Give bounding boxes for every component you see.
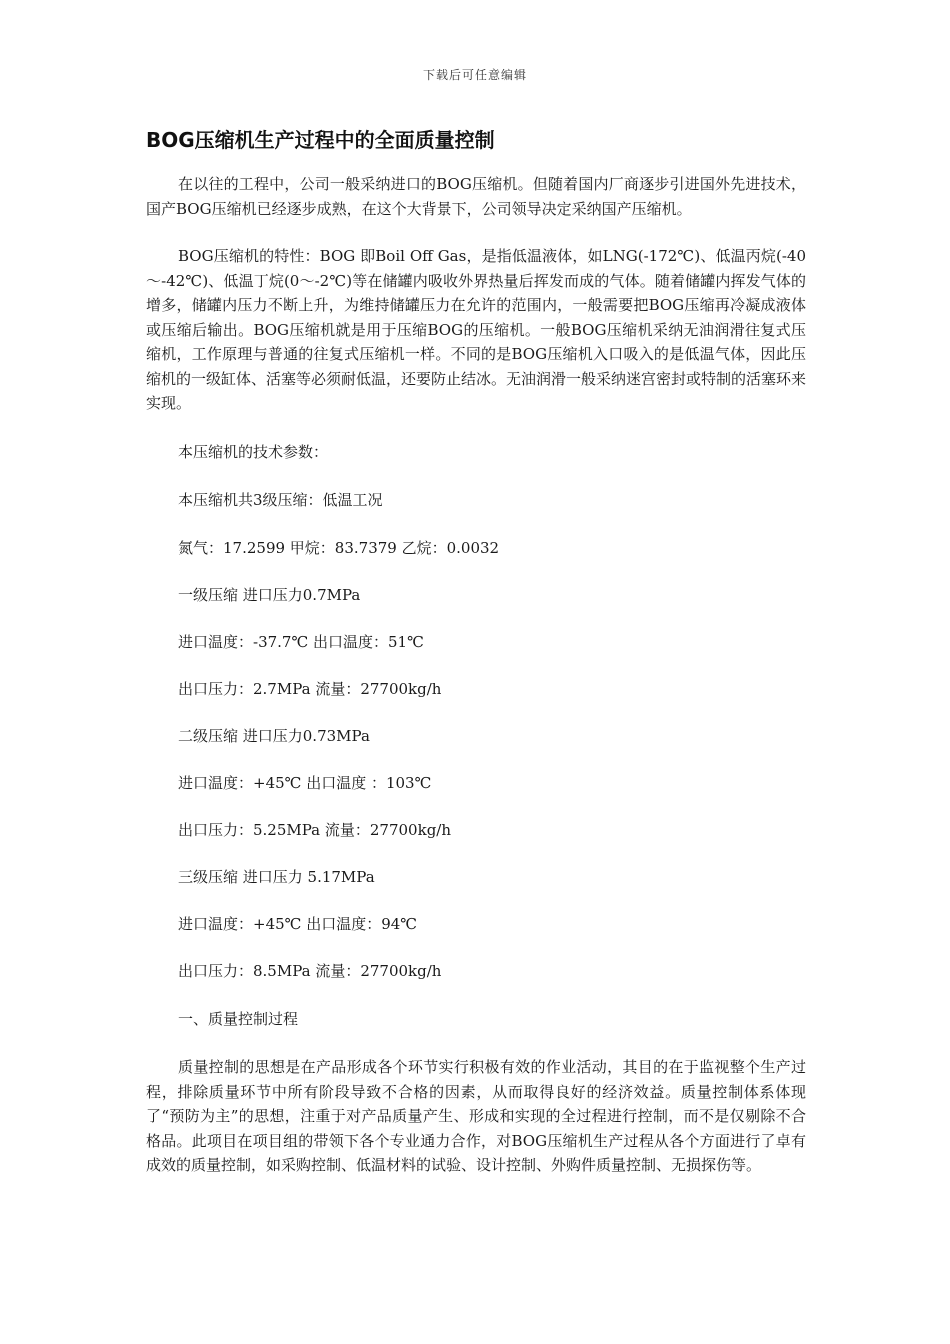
- document-title: BOG压缩机生产过程中的全面质量控制: [146, 128, 495, 152]
- paragraph-stage1-inlet-pressure: 一级压缩 进口压力0.7MPa: [178, 586, 361, 604]
- paragraph-stage1-temperature: 进口温度：-37.7℃ 出口温度：51℃: [178, 633, 424, 651]
- section-heading-quality-control: 一、质量控制过程: [178, 1010, 299, 1028]
- paragraph-gas-composition: 氮气：17.2599 甲烷：83.7379 乙烷：0.0032: [178, 539, 500, 557]
- paragraph-stage2-inlet-pressure: 二级压缩 进口压力0.73MPa: [178, 727, 370, 745]
- paragraph-tech-params-heading: 本压缩机的技术参数：: [178, 443, 329, 461]
- paragraph-stage3-outlet: 出口压力：8.5MPa 流量：27700kg/h: [178, 962, 442, 980]
- paragraph-stage2-temperature: 进口温度：+45℃ 出口温度 ：103℃: [178, 774, 432, 792]
- paragraph-stage2-outlet: 出口压力：5.25MPa 流量：27700kg/h: [178, 821, 452, 839]
- paragraph-compression-stages: 本压缩机共3级压缩：低温工况: [178, 491, 383, 509]
- paragraph-intro: 在以往的工程中，公司一般采纳进口的BOG压缩机。但随着国内厂商逐步引进国外先进技术，国产BOG压缩机已经逐步成熟，在这个大背景下，公司领导决定采纳国产压缩机。: [146, 175, 806, 218]
- header-note: 下载后可任意编辑: [422, 68, 527, 82]
- paragraph-stage1-outlet: 出口压力：2.7MPa 流量：27700kg/h: [178, 680, 442, 698]
- paragraph-quality-control: 质量控制的思想是在产品形成各个环节实行积极有效的作业活动，其目的在于监视整个生产过程，排除质量环节中所有阶段导致不合格的因素，从而取得良好的经济效益。质量控制体系体现了“预防为主”的思想，注重于对产品质量产生、形成和实现的全过程进行控制，而不是仅剔除不合格品。此项目在项目组的带领下各个专业通力合作，对BOG压缩机生产过程从各个方面进行了卓有成效的质量控制，如采购控制、低温材料的试验、设计控制、外购件质量控制、无损探伤等。: [146, 1058, 806, 1174]
- paragraph-stage3-temperature: 进口温度：+45℃ 出口温度：94℃: [178, 915, 418, 933]
- paragraph-bog-characteristics: BOG压缩机的特性：BOG 即Boil Off Gas，是指低温液体，如LNG(-172℃)、低温丙烷(-40～-42℃)、低温丁烷(0～-2℃)等在储罐内吸收外界热量后挥发而成的气体。随着储罐内挥发气体的增多，储罐内压力不断上升，为维持储罐压力在允许的范围内，一般需要把BOG压缩再冷凝成液体或压缩后输出。BOG压缩机就是用于压缩BOG的压缩机。一般BOG压缩机采纳无油润滑往复式压缩机，工作原理与普通的往复式压缩机一样。不同的是BOG压缩机入口吸入的是低温气体，因此压缩机的一级缸体、活塞等必须耐低温，还要防止结冰。无油润滑一般采纳迷宫密封或特制的活塞环来实现。: [146, 247, 807, 412]
- paragraph-stage3-inlet-pressure: 三级压缩 进口压力 5.17MPa: [178, 868, 375, 886]
